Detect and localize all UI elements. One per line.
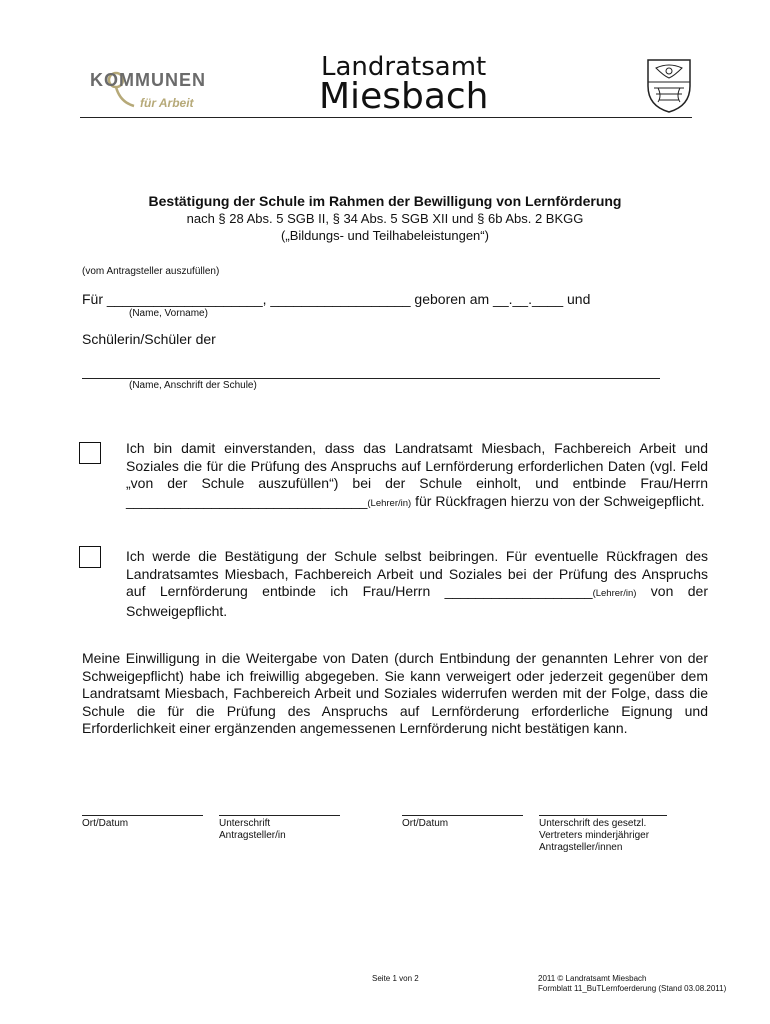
option1-text-b: für Rückfragen hierzu von der Schweigepflicht. bbox=[411, 492, 705, 509]
document-title: Bestätigung der Schule im Rahmen der Bewilligung von Lernförderung bbox=[148, 193, 622, 209]
kommunen-logo bbox=[90, 68, 210, 114]
applicant-signature-label-1: Unterschrift bbox=[219, 818, 271, 829]
footer-info bbox=[538, 974, 726, 994]
option2-text-b: von der Schweigepflicht. bbox=[126, 583, 708, 619]
guardian-signature-label-3: Antragsteller/innen bbox=[539, 842, 623, 853]
applicant-signature-label bbox=[219, 818, 329, 842]
option2-text-a: Ich werde die Bestätigung der Schule selbst beibringen. Für eventuelle Rückfragen des Landratsamtes Miesbach, Fachbereich Arbeit und Soziales bei der Prüfung des Anspruchs auf Lernförderung entbinde ich Frau/Herrn bbox=[126, 548, 708, 599]
footer-copyright: 2011 © Landratsamt Miesbach bbox=[538, 974, 647, 983]
consent-school-text bbox=[126, 440, 708, 512]
data-consent-paragraph: Meine Einwilligung in die Weitergabe von Daten (durch Entbindung der genannten Lehrer von der Schweigepflicht) habe ich freiwillig abgegeben. Sie kann verweigert oder jederzeit gegenüber dem Landratsamt Miesbach, Fachbereich Arbeit und Soziales widerrufen werden mit der Folge, dass die Schule die für die Prüfung des Anspruchs auf Lernförderung erforderliche Eignung und Erforderlichkeit einer ergänzenden angemessenen Lernförderung nicht bestätigen kann. bbox=[82, 650, 708, 736]
guardian-signature-line[interactable] bbox=[539, 815, 667, 816]
applicant-instruction: (vom Antragsteller auszufüllen) bbox=[82, 266, 220, 277]
teacher-name-field-2[interactable]: ___________________ bbox=[444, 583, 593, 599]
pupil-of-label: Schülerin/Schüler der bbox=[82, 331, 216, 347]
authority-name-line1: Landratsamt bbox=[321, 52, 487, 82]
applicant-name-birthdate-field[interactable]: Für ____________________, __________________ geboren am __.__.____ und bbox=[82, 291, 591, 307]
footer-form-id: Formblatt 11_BuTLernfoerderung (Stand 03.08.2011) bbox=[538, 984, 727, 993]
option1-text-a: Ich bin damit einverstanden, dass das Landratsamt Miesbach, Fachbereich Arbeit und Soziales die für die Prüfung des Anspruchs auf Lernförderung erforderlichen Daten (vgl. Feld „von der Schule auszufüllen“) bei der Schule einholt, und entbinde Frau/Herrn bbox=[126, 440, 708, 491]
teacher-label-2: (Lehrer/in) bbox=[592, 588, 637, 599]
name-caption: (Name, Vorname) bbox=[129, 308, 208, 319]
self-provide-text bbox=[126, 548, 708, 620]
school-caption: (Name, Anschrift der Schule) bbox=[129, 380, 257, 391]
benefit-type: („Bildungs- und Teilhabeleistungen“) bbox=[281, 228, 489, 243]
place-date-line-1[interactable] bbox=[82, 815, 203, 816]
coat-of-arms-icon bbox=[644, 56, 694, 114]
logo-sub-text: für Arbeit bbox=[140, 96, 194, 110]
self-provide-checkbox[interactable] bbox=[79, 546, 101, 568]
consent-school-checkbox[interactable] bbox=[79, 442, 101, 464]
page-number: Seite 1 von 2 bbox=[372, 974, 419, 983]
legal-basis: nach § 28 Abs. 5 SGB II, § 34 Abs. 5 SGB XII und § 6b Abs. 2 BKGG bbox=[186, 211, 584, 226]
header-divider bbox=[80, 117, 692, 118]
logo-main-text: KOMMUNEN bbox=[90, 70, 206, 90]
place-date-line-2[interactable] bbox=[402, 815, 523, 816]
authority-name-line2: Miesbach bbox=[319, 76, 489, 117]
teacher-name-field-1[interactable]: _______________________________ bbox=[126, 492, 368, 509]
guardian-signature-label bbox=[539, 818, 679, 854]
applicant-signature-line[interactable] bbox=[219, 815, 340, 816]
guardian-signature-label-2: Vertreters minderjähriger bbox=[539, 830, 650, 841]
guardian-signature-label-1: Unterschrift des gesetzl. bbox=[539, 818, 647, 829]
place-date-label-1: Ort/Datum bbox=[82, 818, 129, 829]
teacher-label-1: (Lehrer/in) bbox=[367, 497, 412, 509]
place-date-label-2: Ort/Datum bbox=[402, 818, 449, 829]
school-input-line[interactable] bbox=[82, 378, 660, 379]
applicant-signature-label-2: Antragsteller/in bbox=[219, 830, 286, 841]
